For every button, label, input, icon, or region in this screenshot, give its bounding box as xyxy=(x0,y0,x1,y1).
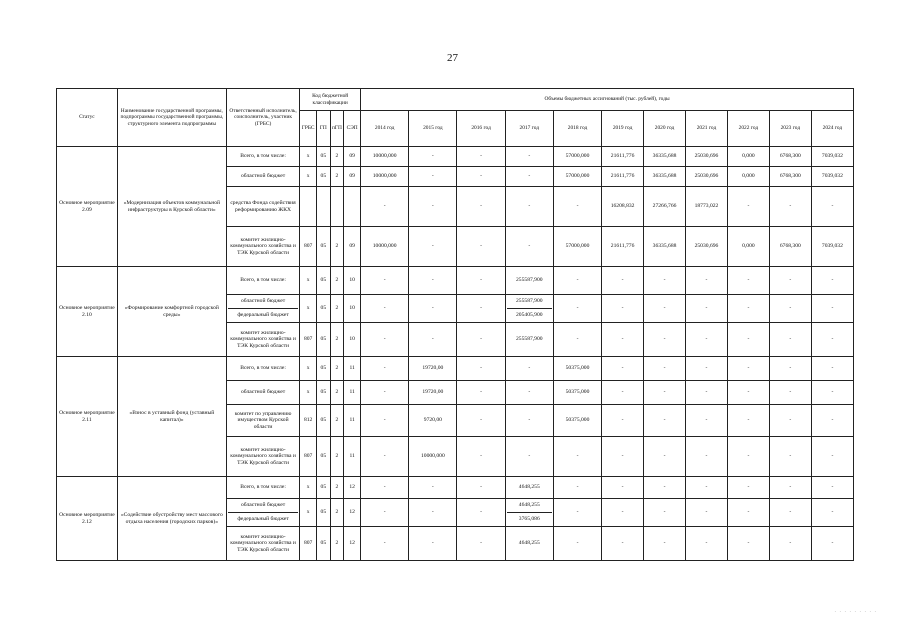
value-cell: 50375,000 xyxy=(553,357,601,381)
value-cell: - xyxy=(457,477,505,499)
value-cell: - xyxy=(811,405,853,437)
value-cell: - xyxy=(769,187,811,227)
code-cell: 11 xyxy=(344,357,361,381)
value-cell: - xyxy=(505,437,553,477)
value-cell: - xyxy=(361,499,409,527)
executor-cell: областной бюджет xyxy=(226,381,299,405)
value-cell: - xyxy=(553,437,601,477)
value-cell: 21611,776 xyxy=(602,147,644,167)
value-cell: - xyxy=(457,187,505,227)
header-status: Статус xyxy=(57,89,118,147)
value-cell: 21611,776 xyxy=(602,167,644,187)
value-cell: 6768,300 xyxy=(769,147,811,167)
value-cell: 0,000 xyxy=(727,147,769,167)
value-cell: 9720,00 xyxy=(409,405,457,437)
value-cell: - xyxy=(457,381,505,405)
code-cell: х xyxy=(300,267,317,295)
code-cell: 05 xyxy=(317,381,331,405)
code-cell: 2 xyxy=(330,405,344,437)
name-cell: «Содействие обустройству мест массового отдыха населения (городских парков)» xyxy=(117,477,226,561)
code-cell: 05 xyxy=(317,499,331,527)
page-number: 27 xyxy=(447,52,458,64)
value-cell: 4648,255 xyxy=(505,477,553,499)
table-row xyxy=(57,267,854,295)
executor-line: федеральный бюджет xyxy=(237,312,289,318)
value-cell: - xyxy=(361,405,409,437)
value-cell: 57000,000 xyxy=(553,167,601,187)
value-cell: - xyxy=(769,267,811,295)
value-cell: 0,000 xyxy=(727,167,769,187)
value-cell: - xyxy=(361,381,409,405)
value-cell: - xyxy=(686,267,728,295)
value-cell xyxy=(505,295,553,323)
value-cell: - xyxy=(686,381,728,405)
code-cell: 05 xyxy=(317,357,331,381)
value-cell: - xyxy=(457,147,505,167)
value-cell: - xyxy=(602,437,644,477)
code-cell: 05 xyxy=(317,227,331,267)
value-cell: - xyxy=(553,323,601,357)
value-cell: - xyxy=(409,527,457,561)
value-cell: - xyxy=(602,477,644,499)
value-cell: - xyxy=(409,167,457,187)
value-cell: - xyxy=(602,357,644,381)
value-cell: 57000,000 xyxy=(553,227,601,267)
value-cell: 10000,000 xyxy=(361,227,409,267)
executor-line: областной бюджет xyxy=(228,295,298,309)
executor-cell: Всего, в том числе: xyxy=(226,267,299,295)
value-cell: - xyxy=(686,527,728,561)
value-cell: - xyxy=(361,267,409,295)
header-year: 2014 год xyxy=(361,111,409,147)
value-cell: - xyxy=(361,477,409,499)
header-year: 2017 год xyxy=(505,111,553,147)
budget-table xyxy=(56,88,854,561)
value-cell: 7039,032 xyxy=(811,167,853,187)
value-cell: - xyxy=(602,267,644,295)
executor-cell: комитет жилищно-коммунального хозяйства и ТЭК Курской области xyxy=(226,227,299,267)
value-cell: - xyxy=(505,167,553,187)
code-cell: 05 xyxy=(317,437,331,477)
code-cell xyxy=(317,187,331,227)
value-cell: 36335,688 xyxy=(644,227,686,267)
value-cell: - xyxy=(505,187,553,227)
value-cell: - xyxy=(727,477,769,499)
code-cell xyxy=(300,187,317,227)
status-cell: Основное мероприятие 2.10 xyxy=(57,267,118,357)
value-cell: 7039,032 xyxy=(811,227,853,267)
code-cell: 10 xyxy=(344,323,361,357)
executor-cell: комитет по управлению имуществом Курской области xyxy=(226,405,299,437)
value-cell: - xyxy=(686,357,728,381)
code-cell: 05 xyxy=(317,477,331,499)
header-name: Наименование государственной программы, подпрограммы государственной программы, структурного элемента подпрограммы xyxy=(117,89,226,147)
header-year: 2016 год xyxy=(457,111,505,147)
code-cell: 05 xyxy=(317,527,331,561)
value-cell: - xyxy=(409,147,457,167)
value-line: 255587,900 xyxy=(507,295,552,309)
table-header xyxy=(57,89,854,147)
code-cell: 2 xyxy=(330,267,344,295)
value-cell: - xyxy=(686,499,728,527)
status-cell: Основное мероприятие 2.09 xyxy=(57,147,118,267)
code-cell: 05 xyxy=(317,295,331,323)
code-cell: 807 xyxy=(300,323,317,357)
header-year: 2023 год xyxy=(769,111,811,147)
code-cell: 2 xyxy=(330,437,344,477)
table-row xyxy=(57,477,854,499)
header-code-grbs: ГРБС xyxy=(300,111,317,147)
value-cell: - xyxy=(361,437,409,477)
value-cell: - xyxy=(769,437,811,477)
value-cell: 10000,000 xyxy=(361,147,409,167)
header-budget-code: Код бюджетной классификации xyxy=(300,89,361,111)
value-cell: 36335,688 xyxy=(644,167,686,187)
value-cell: - xyxy=(811,357,853,381)
value-cell: - xyxy=(457,405,505,437)
value-cell: - xyxy=(811,187,853,227)
code-cell: 09 xyxy=(344,167,361,187)
code-cell: 10 xyxy=(344,267,361,295)
code-cell: 2 xyxy=(330,147,344,167)
code-cell: х xyxy=(300,147,317,167)
value-cell: - xyxy=(727,323,769,357)
value-cell: - xyxy=(811,267,853,295)
value-cell: - xyxy=(457,499,505,527)
value-cell: - xyxy=(457,437,505,477)
code-cell: х xyxy=(300,381,317,405)
value-cell: - xyxy=(811,323,853,357)
value-cell: - xyxy=(686,295,728,323)
value-cell: - xyxy=(553,267,601,295)
executor-line: областной бюджет xyxy=(228,499,298,513)
code-cell: х xyxy=(300,167,317,187)
name-cell: «Взнос в уставный фонд (уставный капитал)» xyxy=(117,357,226,477)
value-cell: - xyxy=(644,499,686,527)
value-cell: 7039,032 xyxy=(811,147,853,167)
value-cell: - xyxy=(727,381,769,405)
value-cell: 19720,00 xyxy=(409,381,457,405)
table-body xyxy=(57,147,854,561)
value-cell: 25030,696 xyxy=(686,227,728,267)
executor-cell: комитет жилищно-коммунального хозяйства и ТЭК Курской области xyxy=(226,527,299,561)
value-cell: - xyxy=(409,477,457,499)
value-cell: - xyxy=(361,187,409,227)
value-cell: 16208,832 xyxy=(602,187,644,227)
value-cell: - xyxy=(602,405,644,437)
value-cell: - xyxy=(457,167,505,187)
code-cell: 05 xyxy=(317,405,331,437)
value-cell: - xyxy=(602,499,644,527)
executor-cell: Всего, в том числе: xyxy=(226,147,299,167)
header-volumes: Объемы бюджетных ассигнований (тыс. рублей), годы xyxy=(361,89,854,111)
code-cell: 09 xyxy=(344,147,361,167)
code-cell xyxy=(344,187,361,227)
value-cell: - xyxy=(686,477,728,499)
value-cell: - xyxy=(409,267,457,295)
value-cell: - xyxy=(457,267,505,295)
code-cell: 11 xyxy=(344,405,361,437)
value-cell: 57000,000 xyxy=(553,147,601,167)
value-cell: 25030,696 xyxy=(686,167,728,187)
code-cell: х xyxy=(300,499,317,527)
header-year: 2019 год xyxy=(602,111,644,147)
value-cell: - xyxy=(505,357,553,381)
value-cell: - xyxy=(811,381,853,405)
code-cell: 2 xyxy=(330,477,344,499)
header-code-gp: ГП xyxy=(317,111,331,147)
value-cell: 18773,022 xyxy=(686,187,728,227)
value-cell: - xyxy=(769,499,811,527)
executor-cell xyxy=(226,295,299,323)
header-year: 2020 год xyxy=(644,111,686,147)
code-cell: 11 xyxy=(344,437,361,477)
value-cell: - xyxy=(727,437,769,477)
code-cell: 812 xyxy=(300,405,317,437)
value-cell: 19720,00 xyxy=(409,357,457,381)
value-cell: - xyxy=(505,147,553,167)
code-cell: 10 xyxy=(344,295,361,323)
value-cell: 255587,900 xyxy=(505,267,553,295)
executor-cell: средства Фонда содействия реформированию ЖКХ xyxy=(226,187,299,227)
executor-cell: областной бюджет xyxy=(226,167,299,187)
value-cell: - xyxy=(457,227,505,267)
code-cell: х xyxy=(300,295,317,323)
header-year: 2021 год xyxy=(686,111,728,147)
value-cell: - xyxy=(727,187,769,227)
value-cell: - xyxy=(553,499,601,527)
value-cell: - xyxy=(553,187,601,227)
value-cell: 0,000 xyxy=(727,227,769,267)
code-cell: 2 xyxy=(330,227,344,267)
code-cell: 807 xyxy=(300,527,317,561)
executor-line: федеральный бюджет xyxy=(237,516,289,522)
value-cell: - xyxy=(644,437,686,477)
value-cell: - xyxy=(769,295,811,323)
header-executor: Ответственный исполнитель, соисполнитель, участник (ГРБС) xyxy=(226,89,299,147)
name-cell: «Модернизация объектов коммунальной инфраструктуры в Курской области» xyxy=(117,147,226,267)
value-cell: - xyxy=(769,477,811,499)
value-cell: 50375,000 xyxy=(553,381,601,405)
value-cell: - xyxy=(457,527,505,561)
value-cell: - xyxy=(361,295,409,323)
value-cell: 25030,696 xyxy=(686,147,728,167)
value-cell: - xyxy=(361,357,409,381)
header-year: 2024 год xyxy=(811,111,853,147)
value-cell: - xyxy=(769,357,811,381)
value-cell: - xyxy=(644,405,686,437)
code-cell: 05 xyxy=(317,323,331,357)
code-cell: 2 xyxy=(330,381,344,405)
value-cell: 21611,776 xyxy=(602,227,644,267)
code-cell: 2 xyxy=(330,167,344,187)
code-cell: 11 xyxy=(344,381,361,405)
code-cell: 2 xyxy=(330,527,344,561)
code-cell: 807 xyxy=(300,437,317,477)
code-cell: 05 xyxy=(317,147,331,167)
code-cell: 2 xyxy=(330,357,344,381)
value-line: 205405,900 xyxy=(516,312,543,318)
value-cell: - xyxy=(361,323,409,357)
value-cell: - xyxy=(811,477,853,499)
status-cell: Основное мероприятие 2.11 xyxy=(57,357,118,477)
value-cell xyxy=(505,499,553,527)
value-cell: - xyxy=(811,499,853,527)
value-line: 4648,255 xyxy=(507,499,552,513)
value-cell: - xyxy=(553,527,601,561)
value-cell: - xyxy=(644,267,686,295)
value-cell: - xyxy=(505,381,553,405)
value-cell: 6768,300 xyxy=(769,167,811,187)
value-cell: 36335,688 xyxy=(644,147,686,167)
code-cell: 05 xyxy=(317,267,331,295)
code-cell xyxy=(330,187,344,227)
executor-cell xyxy=(226,499,299,527)
code-cell: 2 xyxy=(330,295,344,323)
code-cell: х xyxy=(300,477,317,499)
value-cell: - xyxy=(602,295,644,323)
value-cell: - xyxy=(409,187,457,227)
value-cell: - xyxy=(602,381,644,405)
value-cell: - xyxy=(361,527,409,561)
value-cell: - xyxy=(553,477,601,499)
value-cell: - xyxy=(409,227,457,267)
value-cell: 27266,766 xyxy=(644,187,686,227)
value-cell: - xyxy=(644,323,686,357)
value-cell: - xyxy=(686,405,728,437)
value-cell: - xyxy=(409,323,457,357)
executor-cell: Всего, в том числе: xyxy=(226,357,299,381)
value-cell: - xyxy=(457,357,505,381)
value-cell: - xyxy=(602,323,644,357)
code-cell: 05 xyxy=(317,167,331,187)
value-cell: 10000,000 xyxy=(361,167,409,187)
value-cell: - xyxy=(602,527,644,561)
executor-cell: комитет жилищно-коммунального хозяйства и ТЭК Курской области xyxy=(226,323,299,357)
code-cell: 09 xyxy=(344,227,361,267)
header-code-pgp: пГП xyxy=(330,111,344,147)
value-cell: - xyxy=(409,295,457,323)
value-cell: - xyxy=(811,527,853,561)
table-row xyxy=(57,147,854,167)
value-cell: - xyxy=(505,227,553,267)
header-year: 2022 год xyxy=(727,111,769,147)
header-year: 2018 год xyxy=(553,111,601,147)
value-cell: - xyxy=(811,295,853,323)
code-cell: 807 xyxy=(300,227,317,267)
value-cell: - xyxy=(727,405,769,437)
value-cell: - xyxy=(644,295,686,323)
executor-cell: комитет жилищно-коммунального хозяйства и ТЭК Курской области xyxy=(226,437,299,477)
value-cell: - xyxy=(811,437,853,477)
header-code-sep: СЭП xyxy=(344,111,361,147)
code-cell: 12 xyxy=(344,527,361,561)
value-cell: - xyxy=(727,527,769,561)
value-cell: - xyxy=(727,295,769,323)
value-cell: - xyxy=(727,357,769,381)
value-cell: - xyxy=(727,499,769,527)
code-cell: 12 xyxy=(344,477,361,499)
value-cell: 50375,000 xyxy=(553,405,601,437)
name-cell: «Формирование комфортной городской среды» xyxy=(117,267,226,357)
executor-cell: Всего, в том числе: xyxy=(226,477,299,499)
footer-marks: . . . . . . . . . xyxy=(834,608,877,614)
table-row xyxy=(57,357,854,381)
value-cell: - xyxy=(553,295,601,323)
value-cell: 10000,000 xyxy=(409,437,457,477)
value-line: 3765,086 xyxy=(518,516,540,522)
value-cell: - xyxy=(644,381,686,405)
value-cell: - xyxy=(409,499,457,527)
status-cell: Основное мероприятие 2.12 xyxy=(57,477,118,561)
value-cell: - xyxy=(769,323,811,357)
value-cell: 4648,255 xyxy=(505,527,553,561)
code-cell: х xyxy=(300,357,317,381)
value-cell: - xyxy=(457,295,505,323)
value-cell: - xyxy=(769,527,811,561)
code-cell: 2 xyxy=(330,499,344,527)
value-cell: - xyxy=(727,267,769,295)
header-year: 2015 год xyxy=(409,111,457,147)
value-cell: - xyxy=(644,477,686,499)
value-cell: - xyxy=(457,323,505,357)
code-cell: 2 xyxy=(330,323,344,357)
value-cell: - xyxy=(686,437,728,477)
value-cell: 6768,300 xyxy=(769,227,811,267)
value-cell: - xyxy=(769,381,811,405)
value-cell: - xyxy=(644,527,686,561)
value-cell: - xyxy=(769,405,811,437)
value-cell: - xyxy=(505,405,553,437)
value-cell: 255587,900 xyxy=(505,323,553,357)
value-cell: - xyxy=(686,323,728,357)
value-cell: - xyxy=(644,357,686,381)
code-cell: 12 xyxy=(344,499,361,527)
